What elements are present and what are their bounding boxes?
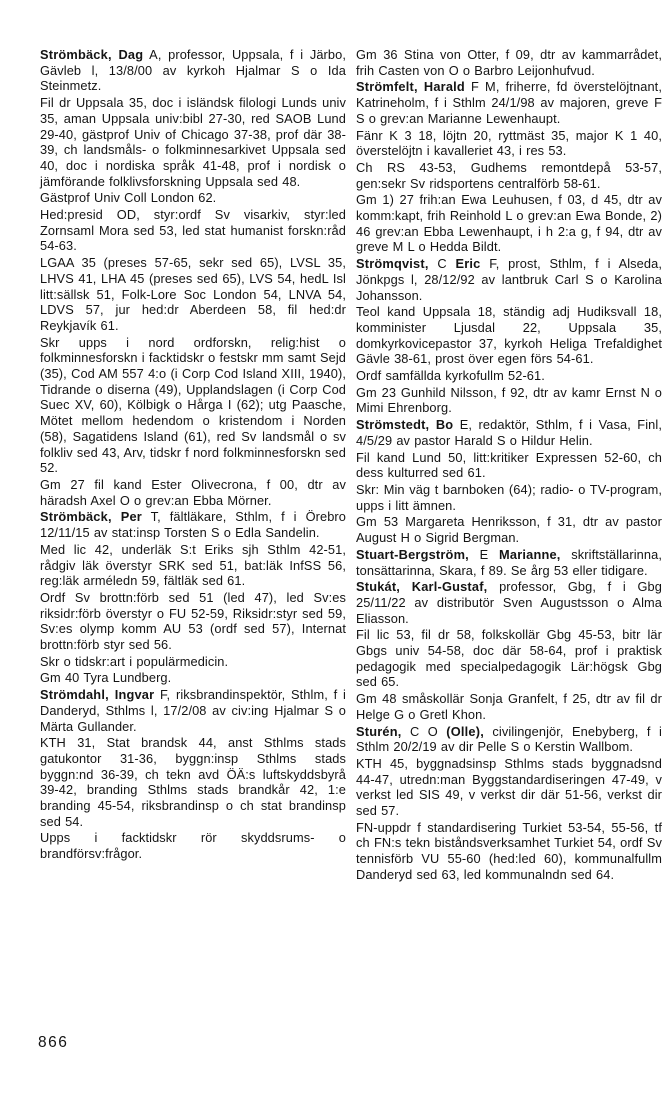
entry-paragraph: Ch RS 43-53, Gudhems remontdepå 53-57, gen:sekr Sv ridsportens centralförb 58-61. xyxy=(356,159,662,191)
entry-paragraph: Skr: Min väg t barnboken (64); radio- o TV-program, upps i litt ämnen. xyxy=(356,481,662,513)
entry-headword: Stukát, Karl-Gustaf, xyxy=(356,579,488,595)
entry-headword: (Olle), xyxy=(446,723,484,739)
entry-paragraph: Teol kand Uppsala 18, ständig adj Hudiksvall 18, komminister Ljusdal 22, Uppsala 35, domkyrkovicepastor 37, kyrkoh Heliga Trefaldighet Gävle 38-61, prost över egen förs 54-61. xyxy=(356,304,662,367)
right-column xyxy=(356,47,662,884)
entry-headword: Strömdahl, Ingvar xyxy=(40,687,155,703)
entry-paragraph: Strömfelt, Harald F M, friherre, fd överstelöjtnant, Katrineholm, f i Sthlm 24/1/98 av majoren, greve F S o grev:an Marianne Lewenhaupt. xyxy=(356,79,662,126)
entry-paragraph: LGAA 35 (preses 57-65, sekr sed 65), LVSL 35, LHVS 41, LHA 45 (preses sed 65), LVS 54, hedL Isl litt:sällsk 51, Folk-Lore Soc London 54, LNVA 54, LDVS 57, jur hed:dr Aberdeen 58, fil hed:dr Reykjavík 61. xyxy=(40,255,346,333)
left-column xyxy=(40,47,346,884)
entry-paragraph: Hed:presid OD, styr:ordf Sv visarkiv, styr:led Zornsaml Mora sed 53, led stat humanist forskn:råd 54-63. xyxy=(40,207,346,254)
page-number: 866 xyxy=(38,1034,69,1051)
entry-paragraph: Gm 1) 27 frih:an Ewa Leuhusen, f 03, d 45, dtr av komm:kapt, frih Reinhold L o grev:an Ewa Bonde, 2) 46 grev:an Ebba Lewenhaupt, i h 2:a g, f 94, dtr av greve M L o Hedda Bildt. xyxy=(356,192,662,255)
entry-paragraph: Gm 36 Stina von Otter, f 09, dtr av kammarrådet, frih Casten von O o Barbro Leijonhufvud. xyxy=(356,47,662,78)
entry-paragraph: Ordf Sv brottn:förb sed 51 (led 47), led Sv:es riksidr:förb överstyr o FU 52-59, Riksidr:styr sed 59, Sv:es olymp komm AU 53 (ordf sed 57), Internat brottn:förb styr sed 56. xyxy=(40,589,346,653)
entry-headword: Strömbäck, Dag xyxy=(40,47,144,62)
entry-paragraph: Gästprof Univ Coll London 62. xyxy=(40,190,217,206)
entry-paragraph: Skr upps i nord ordforskn, relig:hist o folkminnesforskn i facktidskr o festskr mm samt Sejd (35), Cod AM 557 4:o (i Corp Cod Island XIII, 1940), Tidrande o diserna (49), Upplandslagen (i Corp Cod Suec XV, 60), Kölbigk o Hårga I (62); utg Paasche, Mötet mellom hedendom o kristendom i Norden (58), Sagatidens Island (61), red Sv landsmål o sv folkliv sed 43, Arv, tidskr f nord folkminnesforskn sed 52. xyxy=(40,334,346,476)
entry-headword: Strömqvist, xyxy=(356,256,429,272)
entry-paragraph: KTH 31, Stat brandsk 44, anst Sthlms stads gatukontor 31-36, byggn:insp Sthlms stads byggn:nd 36-39, ch tekn avd ÖÄ:s luftskyddsbyrå 39-42, branding Sthlms stads brandkår 42, 1:e branding 45-54, riksbrandinsp o ch stat brandinsp sed 54. xyxy=(40,735,346,829)
entry-paragraph: Gm 48 småskollär Sonja Granfelt, f 25, dtr av fil dr Helge G o Gretl Khon. xyxy=(356,691,662,722)
entry-paragraph: Ordf samfällda kyrkofullm 52-61. xyxy=(356,368,545,384)
entry-paragraph: Gm 23 Gunhild Nilsson, f 92, dtr av kamr Ernst N o Mimi Ehrenborg. xyxy=(356,384,662,416)
entry-paragraph: Stukát, Karl-Gustaf, professor, Gbg, f i Gbg 25/11/22 av distributör Sven Augustsson o Alma Eliasson. xyxy=(356,579,662,626)
entry-paragraph: Fänr K 3 18, löjtn 20, ryttmäst 35, major K 1 40, överstelöjtn i kavalleriet 43, i res 53. xyxy=(356,127,662,159)
entry-headword: Eric xyxy=(455,256,481,272)
entry-paragraph: Strömstedt, Bo E, redaktör, Sthlm, f i Vasa, Finl, 4/5/29 av pastor Harald S o Hildur Helin. xyxy=(356,417,662,448)
entry-headword: Strömfelt, Harald xyxy=(356,79,465,95)
entry-headword: Sturén, xyxy=(356,723,402,739)
entry-paragraph: FN-uppdr f standardisering Turkiet 53-54, 55-56, tf ch FN:s tekn biståndsverksamhet Turkiet 54, ordf Sv tennisförb VU 55-60 (hed:led 60), kommunalfullm Danderyd sed 63, led kommunalndn sed 64. xyxy=(356,819,662,882)
entry-paragraph: Upps i facktidskr rör skyddsrums- o brandförsv:frågor. xyxy=(40,830,346,862)
entry-headword: Stuart-Bergström, xyxy=(356,546,469,562)
entry-paragraph: Strömdahl, Ingvar F, riksbrandinspektör, Sthlm, f i Danderyd, Sthlms l, 17/2/08 av civ:ing Hjalmar S o Märta Gullander. xyxy=(40,687,346,734)
entry-paragraph: Gm 53 Margareta Henriksson, f 31, dtr av pastor August H o Sigrid Bergman. xyxy=(356,514,662,546)
entry-headword: Marianne, xyxy=(499,546,561,562)
entry-paragraph: Fil lic 53, fil dr 58, folkskollär Gbg 45-53, bitr lär Gbgs univ 54-58, doc där 58-64, prof i praktisk pedagogik med specialpedagogik Lär:högsk Gbg sed 65. xyxy=(356,627,662,690)
text-columns xyxy=(40,47,662,884)
entry-paragraph: Fil kand Lund 50, litt:kritiker Expressen 52-60, ch dess kulturred sed 61. xyxy=(356,449,662,481)
entry-paragraph: Strömbäck, Dag A, professor, Uppsala, f i Järbo, Gävleb l, 13/8/00 av kyrkoh Hjalmar S o Ida Steinmetz. xyxy=(40,47,347,94)
entry-paragraph: Fil dr Uppsala 35, doc i isländsk filologi Lunds univ 35, aman Uppsala univ:bibl 27-30, red SAOB Lund 29-40, gästprof Univ of Chicago 37-38, prof där 38-39, ch landsmåls- o folkminnesarkivet Uppsala sed 40, doc i nordiska språk 41-48, prof i nordisk o jämförande folklivsforskning Uppsala sed 48. xyxy=(40,95,346,189)
entry-paragraph: Med lic 42, underläk S:t Eriks sjh Sthlm 42-51, rådgiv läk överstyr SRK sed 51, bat:läk InfSS 56, reg:läk arméledn 59, fältläk sed 61. xyxy=(40,541,346,589)
entry-paragraph: Sturén, C O (Olle), civilingenjör, Enebyberg, f i Sthlm 20/2/19 av dir Pelle S o Kerstin Wallbom. xyxy=(356,723,662,755)
entry-paragraph: KTH 45, byggnadsinsp Sthlms stads byggnadsnd 44-47, utredn:man Byggstandardiseringen 47-49, v verkst led SIS 49, v verkst dir där 51-56, verkst dir sed 57. xyxy=(356,755,662,819)
entry-paragraph: Strömqvist, C Eric F, prost, Sthlm, f i Alseda, Jönkpgs l, 28/12/92 av lantbruk Carl S o Karolina Johansson. xyxy=(356,256,662,303)
entry-paragraph: Strömbäck, Per T, fältläkare, Sthlm, f i Örebro 12/11/15 av stat:insp Torsten S o Edla Sandelin. xyxy=(40,509,346,541)
entry-paragraph: Gm 27 fil kand Ester Olivecrona, f 00, dtr av häradsh Axel O o grev:an Ebba Mörner. xyxy=(40,476,346,508)
entry-paragraph: Gm 40 Tyra Lundberg. xyxy=(40,670,172,686)
entry-paragraph: Skr o tidskr:art i populärmedicin. xyxy=(40,653,229,669)
entry-paragraph: Stuart-Bergström, E Marianne, skriftställarinna, tonsättarinna, Skara, f 89. Se årg 53 eller tidigare. xyxy=(356,546,662,578)
entry-headword: Strömstedt, Bo xyxy=(356,417,454,433)
entry-headword: Strömbäck, Per xyxy=(40,509,142,525)
